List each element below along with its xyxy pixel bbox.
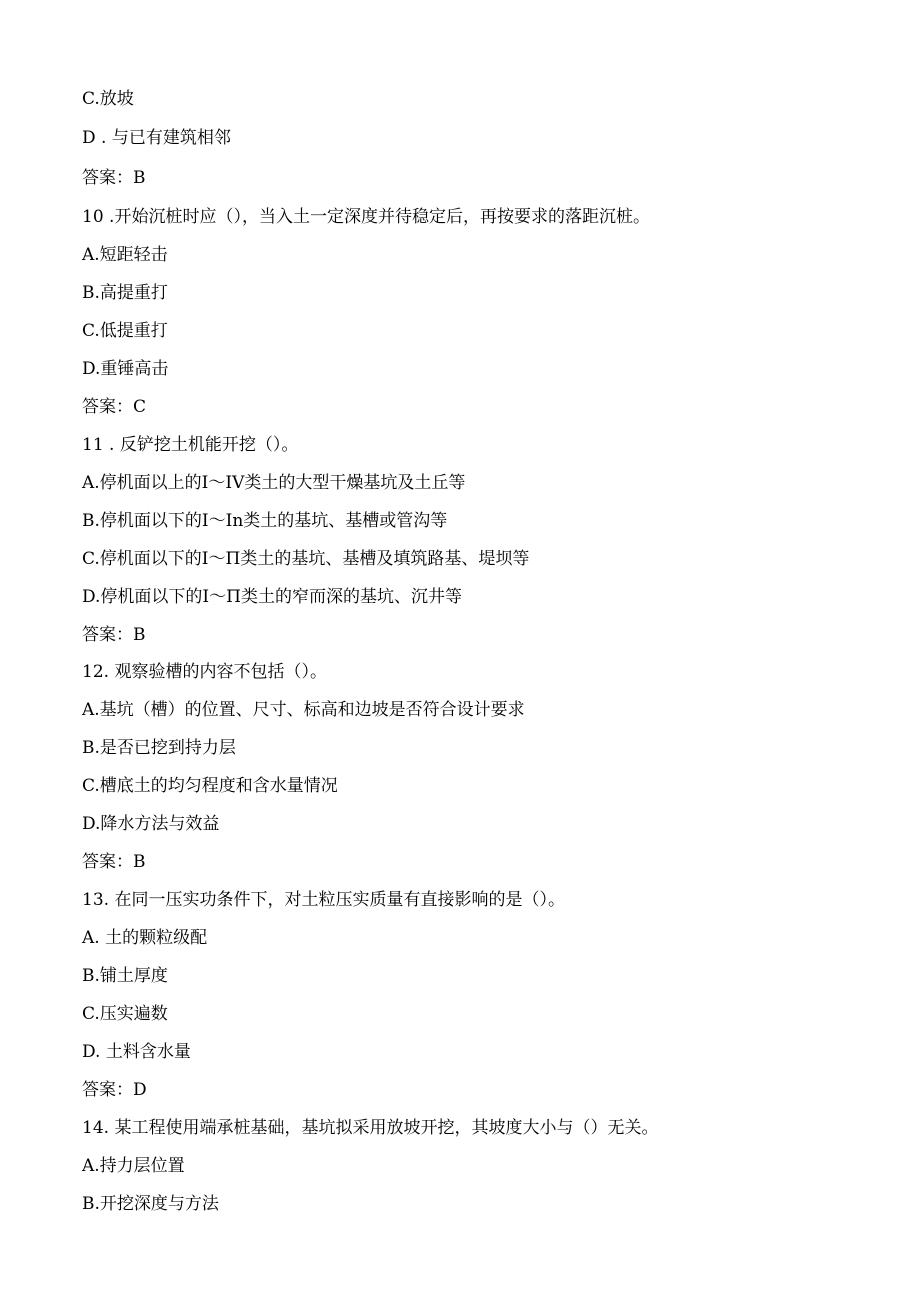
text-line: D.停机面以下的I～Π类土的窄而深的基坑、沉井等 <box>82 587 462 607</box>
text-line: 11 . 反铲挖土机能开挖（）。 <box>82 435 299 455</box>
text-line: A.持力层位置 <box>82 1156 185 1176</box>
text-line: C.槽底土的均匀程度和含水量情况 <box>82 776 338 796</box>
text-line: 12. 观察验槽的内容不包括（）。 <box>82 662 327 682</box>
text-line: 答案：B <box>82 625 146 645</box>
text-line: C.停机面以下的I～Π类土的基坑、基槽及填筑路基、堤坝等 <box>82 549 530 569</box>
text-line: D.降水方法与效益 <box>82 814 220 834</box>
text-line: 答案：D <box>82 1080 147 1100</box>
text-line: B.停机面以下的I～In类土的基坑、基槽或管沟等 <box>82 511 448 531</box>
text-line: C.低提重打 <box>82 321 168 341</box>
text-line: B.铺土厚度 <box>82 966 168 986</box>
text-line: D. 土料含水量 <box>82 1042 191 1062</box>
text-line: 10 .开始沉桩时应（），当入土一定深度并待稳定后，再按要求的落距沉桩。 <box>82 207 650 227</box>
text-line: C.压实遍数 <box>82 1004 168 1024</box>
text-line: 答案：B <box>82 852 146 872</box>
text-line: 13. 在同一压实功条件下，对土粒压实质量有直接影响的是（）。 <box>82 890 565 910</box>
text-line: A.停机面以上的I～IV类土的大型干燥基坑及土丘等 <box>82 473 466 493</box>
text-line: A.短距轻击 <box>82 245 168 265</box>
text-line: 答案：B <box>82 168 146 188</box>
text-line: B.是否已挖到持力层 <box>82 738 236 758</box>
text-line: D . 与已有建筑相邻 <box>82 128 231 148</box>
text-line: B.开挖深度与方法 <box>82 1194 219 1214</box>
text-line: A.基坑（槽）的位置、尺寸、标高和边坡是否符合设计要求 <box>82 700 525 720</box>
text-line: C.放坡 <box>82 89 134 109</box>
text-line: D.重锤高击 <box>82 359 169 379</box>
text-line: B.高提重打 <box>82 283 168 303</box>
text-line: 14. 某工程使用端承桩基础，基坑拟采用放坡开挖，其坡度大小与（）无关。 <box>82 1118 659 1138</box>
text-line: 答案：C <box>82 397 147 417</box>
text-line: A. 土的颗粒级配 <box>82 928 208 948</box>
